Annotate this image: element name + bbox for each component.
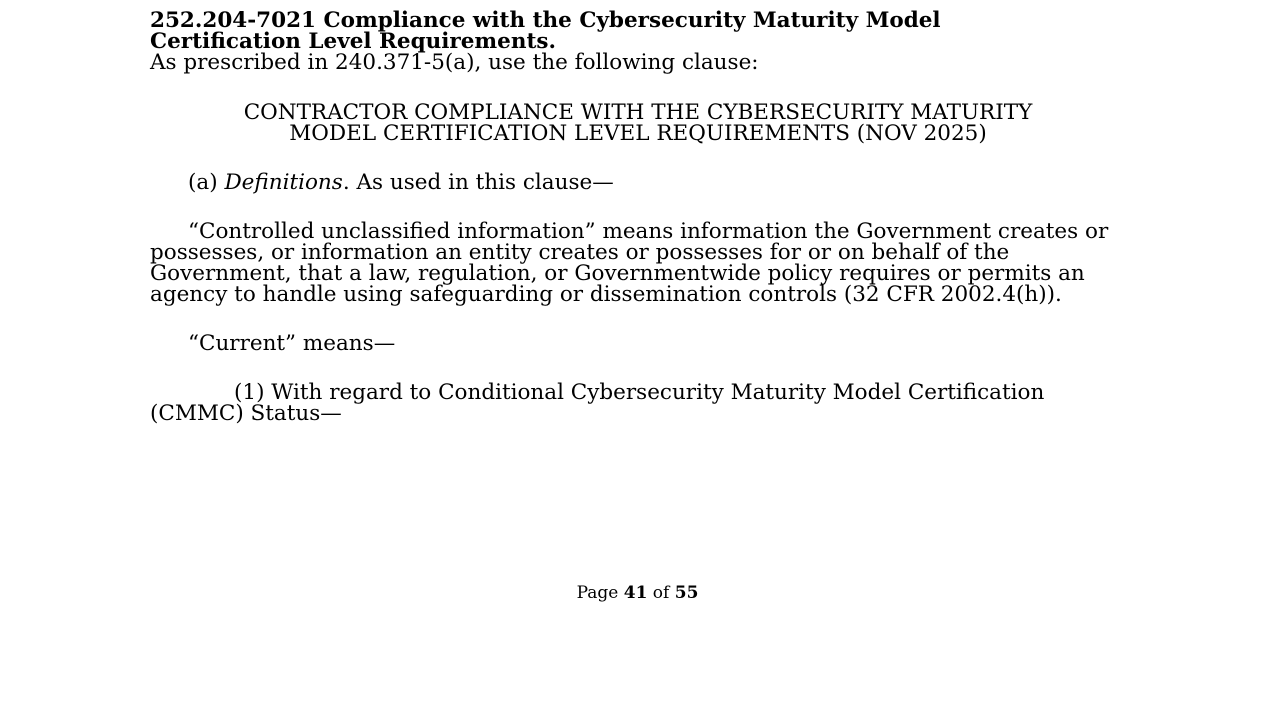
current-definition: “Current” means— — [188, 331, 396, 356]
document-body — [150, 10, 1130, 424]
clause-title-line-2: MODEL CERTIFICATION LEVEL REQUIREMENTS (NOV 2025) — [289, 121, 987, 146]
page-total: 55 — [674, 583, 699, 603]
paragraph-a-definitions-term: Definitions — [224, 170, 343, 195]
clause-title-line-1: CONTRACTOR COMPLIANCE WITH THE CYBERSECURITY MATURITY — [243, 100, 1033, 125]
section-heading — [150, 10, 1130, 52]
page-footer — [0, 583, 1275, 603]
cui-definition: “Controlled unclassified information” means information the Government creates or possesses, or information an entity creates or possesses for or on behalf of the Government, that a law, regulation, or Governmentwide policy requires or permits an agency to handle using safeguarding or dissemination controls (32 CFR 2002.4(h)). — [150, 219, 1109, 307]
section-heading-line-2: Certification Level Requirements. — [150, 29, 557, 54]
prescription-text: As prescribed in 240.371-5(a), use the following clause: — [150, 50, 759, 75]
paragraph-a-label: (a) — [188, 170, 225, 195]
section-heading-line-1: 252.204-7021 Compliance with the Cybersecurity Maturity Model — [150, 8, 941, 33]
paragraph-a-text: . As used in this clause— — [342, 170, 614, 195]
page-label: Page — [576, 583, 624, 603]
page-of-label: of — [647, 583, 675, 603]
clause-title — [150, 102, 1126, 144]
page-number: 41 — [623, 583, 648, 603]
paragraph-a — [150, 172, 1130, 193]
item-1: (1) With regard to Conditional Cybersecurity Maturity Model Certification (CMMC) Status— — [150, 380, 1045, 426]
